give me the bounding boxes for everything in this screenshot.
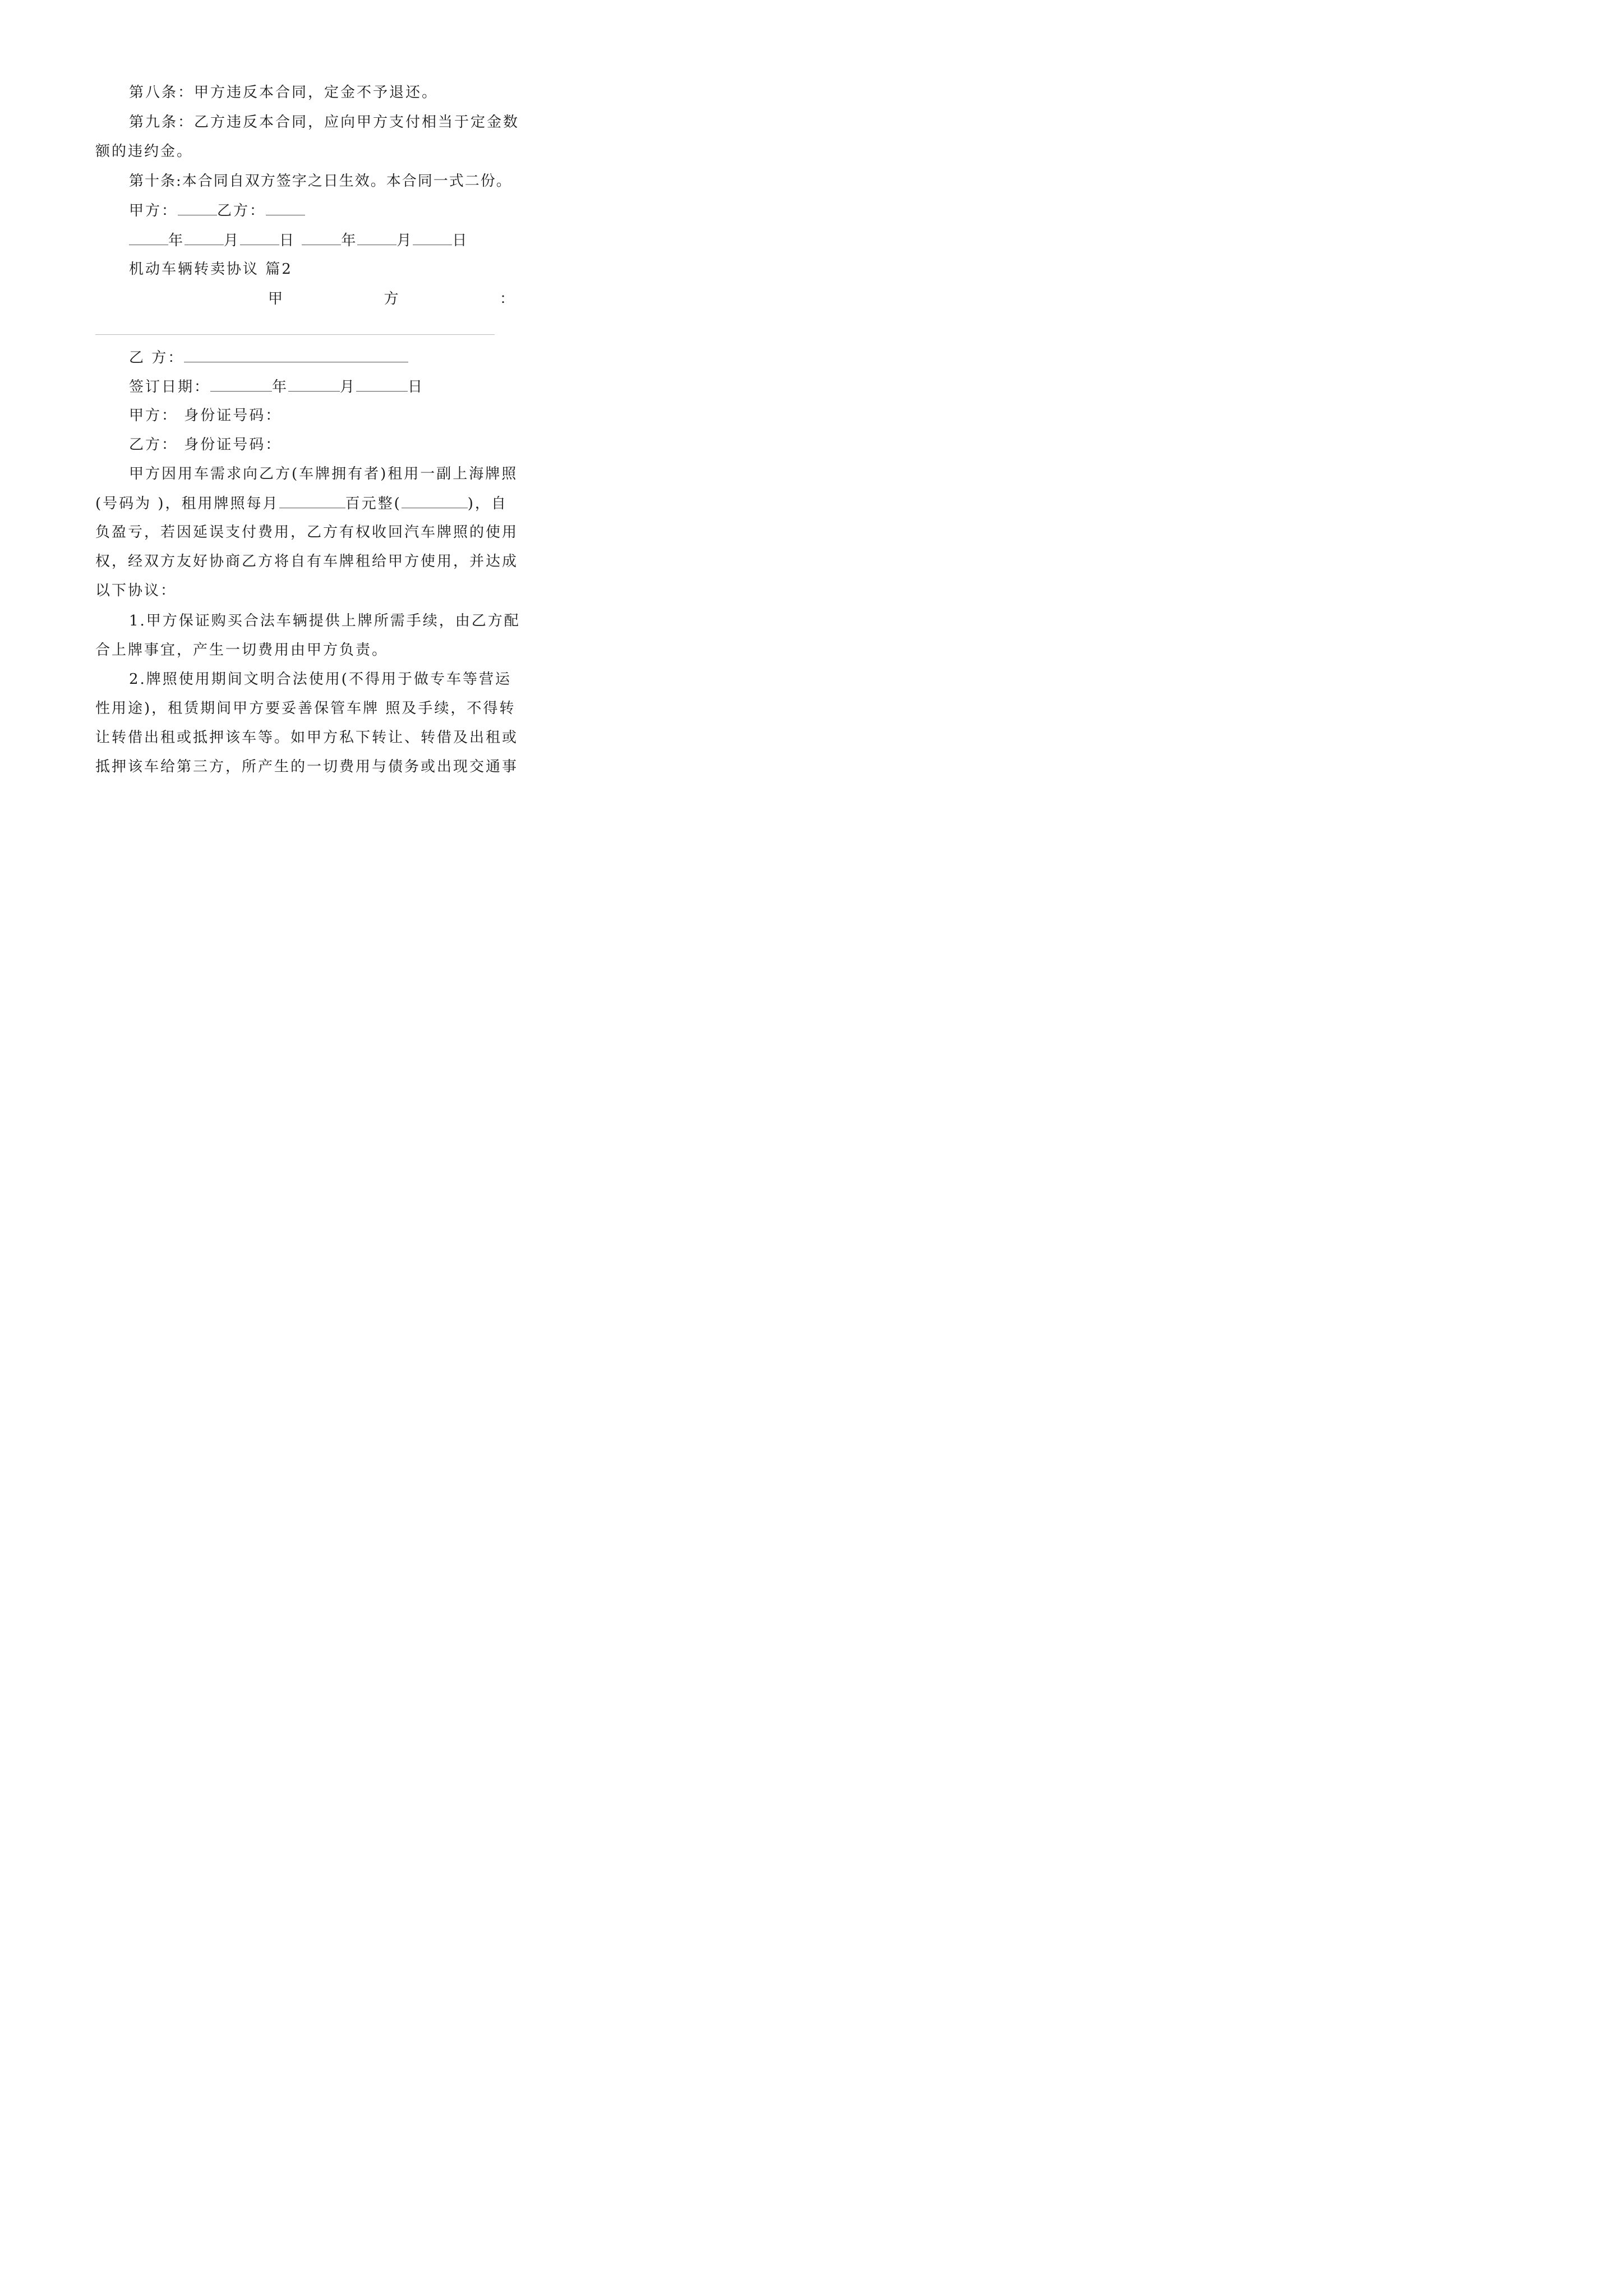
sign-date-label: 签订日期：: [129, 379, 211, 395]
party-a-label: 甲方：: [129, 203, 178, 219]
year-label: 年: [168, 232, 185, 249]
body-line-2: (号码为 )，租用牌照每月 百元整( )，自: [95, 492, 528, 514]
month-label: 月: [396, 232, 413, 249]
clause-10: 第十条:本合同自双方签字之日生效。本合同一式二份。: [129, 173, 512, 190]
item-1-line1: 1.甲方保证购买合法车辆提供上牌所需手续，由乙方配: [129, 613, 520, 629]
clause-9-line2: 额的违约金。: [95, 143, 193, 160]
party-b-label: 乙方：: [217, 203, 266, 219]
body-line-3: 负盈亏，若因延误支付费用，乙方有权收回汽车牌照的使用: [95, 524, 519, 541]
item-2-line4: 抵押该车给第三方，所产生的一切费用与债务或出现交通事: [95, 758, 519, 775]
party-b-id: 乙方： 身份证号码：: [129, 436, 282, 453]
signature-line: [129, 199, 528, 222]
party-a-heading: 甲 方 ：: [268, 291, 516, 307]
item-2-line3: 让转借出租或抵押该车等。如甲方私下转让、转借及出租或: [95, 729, 519, 746]
year-label: 年: [341, 232, 358, 249]
party-a-blank: [178, 199, 217, 215]
body-line-1: 甲方因用车需求向乙方(车牌拥有者)租用一副上海牌照: [129, 466, 518, 482]
sign-date-line: 签订日期： 年 月 日: [129, 375, 528, 398]
day-label: 日: [279, 232, 296, 249]
party-b-label: 乙 方：: [129, 349, 185, 366]
party-b-blank: [184, 346, 408, 362]
clause-8: 第八条：甲方违反本合同，定金不予退还。: [129, 84, 439, 101]
document-page: [0, 0, 616, 871]
section-title: 机动车辆转卖协议 篇2: [129, 261, 293, 278]
item-2-line1: 2.牌照使用期间文明合法使用(不得用于做专车等营运: [129, 671, 511, 688]
body-line-4: 权，经双方友好协商乙方将自有车牌租给甲方使用，并达成: [95, 553, 519, 570]
party-b-blank: [266, 199, 305, 215]
date-line: [129, 229, 528, 251]
body-line-5: 以下协议：: [95, 582, 177, 599]
day-label: 日: [452, 232, 469, 249]
clause-9-line1: 第九条：乙方违反本合同，应向甲方支付相当于定金数: [129, 114, 520, 131]
party-a-id: 甲方： 身份证号码：: [129, 407, 282, 424]
month-label: 月: [224, 232, 241, 249]
item-2-line2: 性用途)，租赁期间甲方要妥善保管车牌 照及手续，不得转: [95, 700, 516, 717]
party-a-underline: [95, 334, 495, 335]
item-1-line2: 合上牌事宜，产生一切费用由甲方负责。: [95, 642, 389, 659]
party-b-line: [129, 346, 528, 369]
